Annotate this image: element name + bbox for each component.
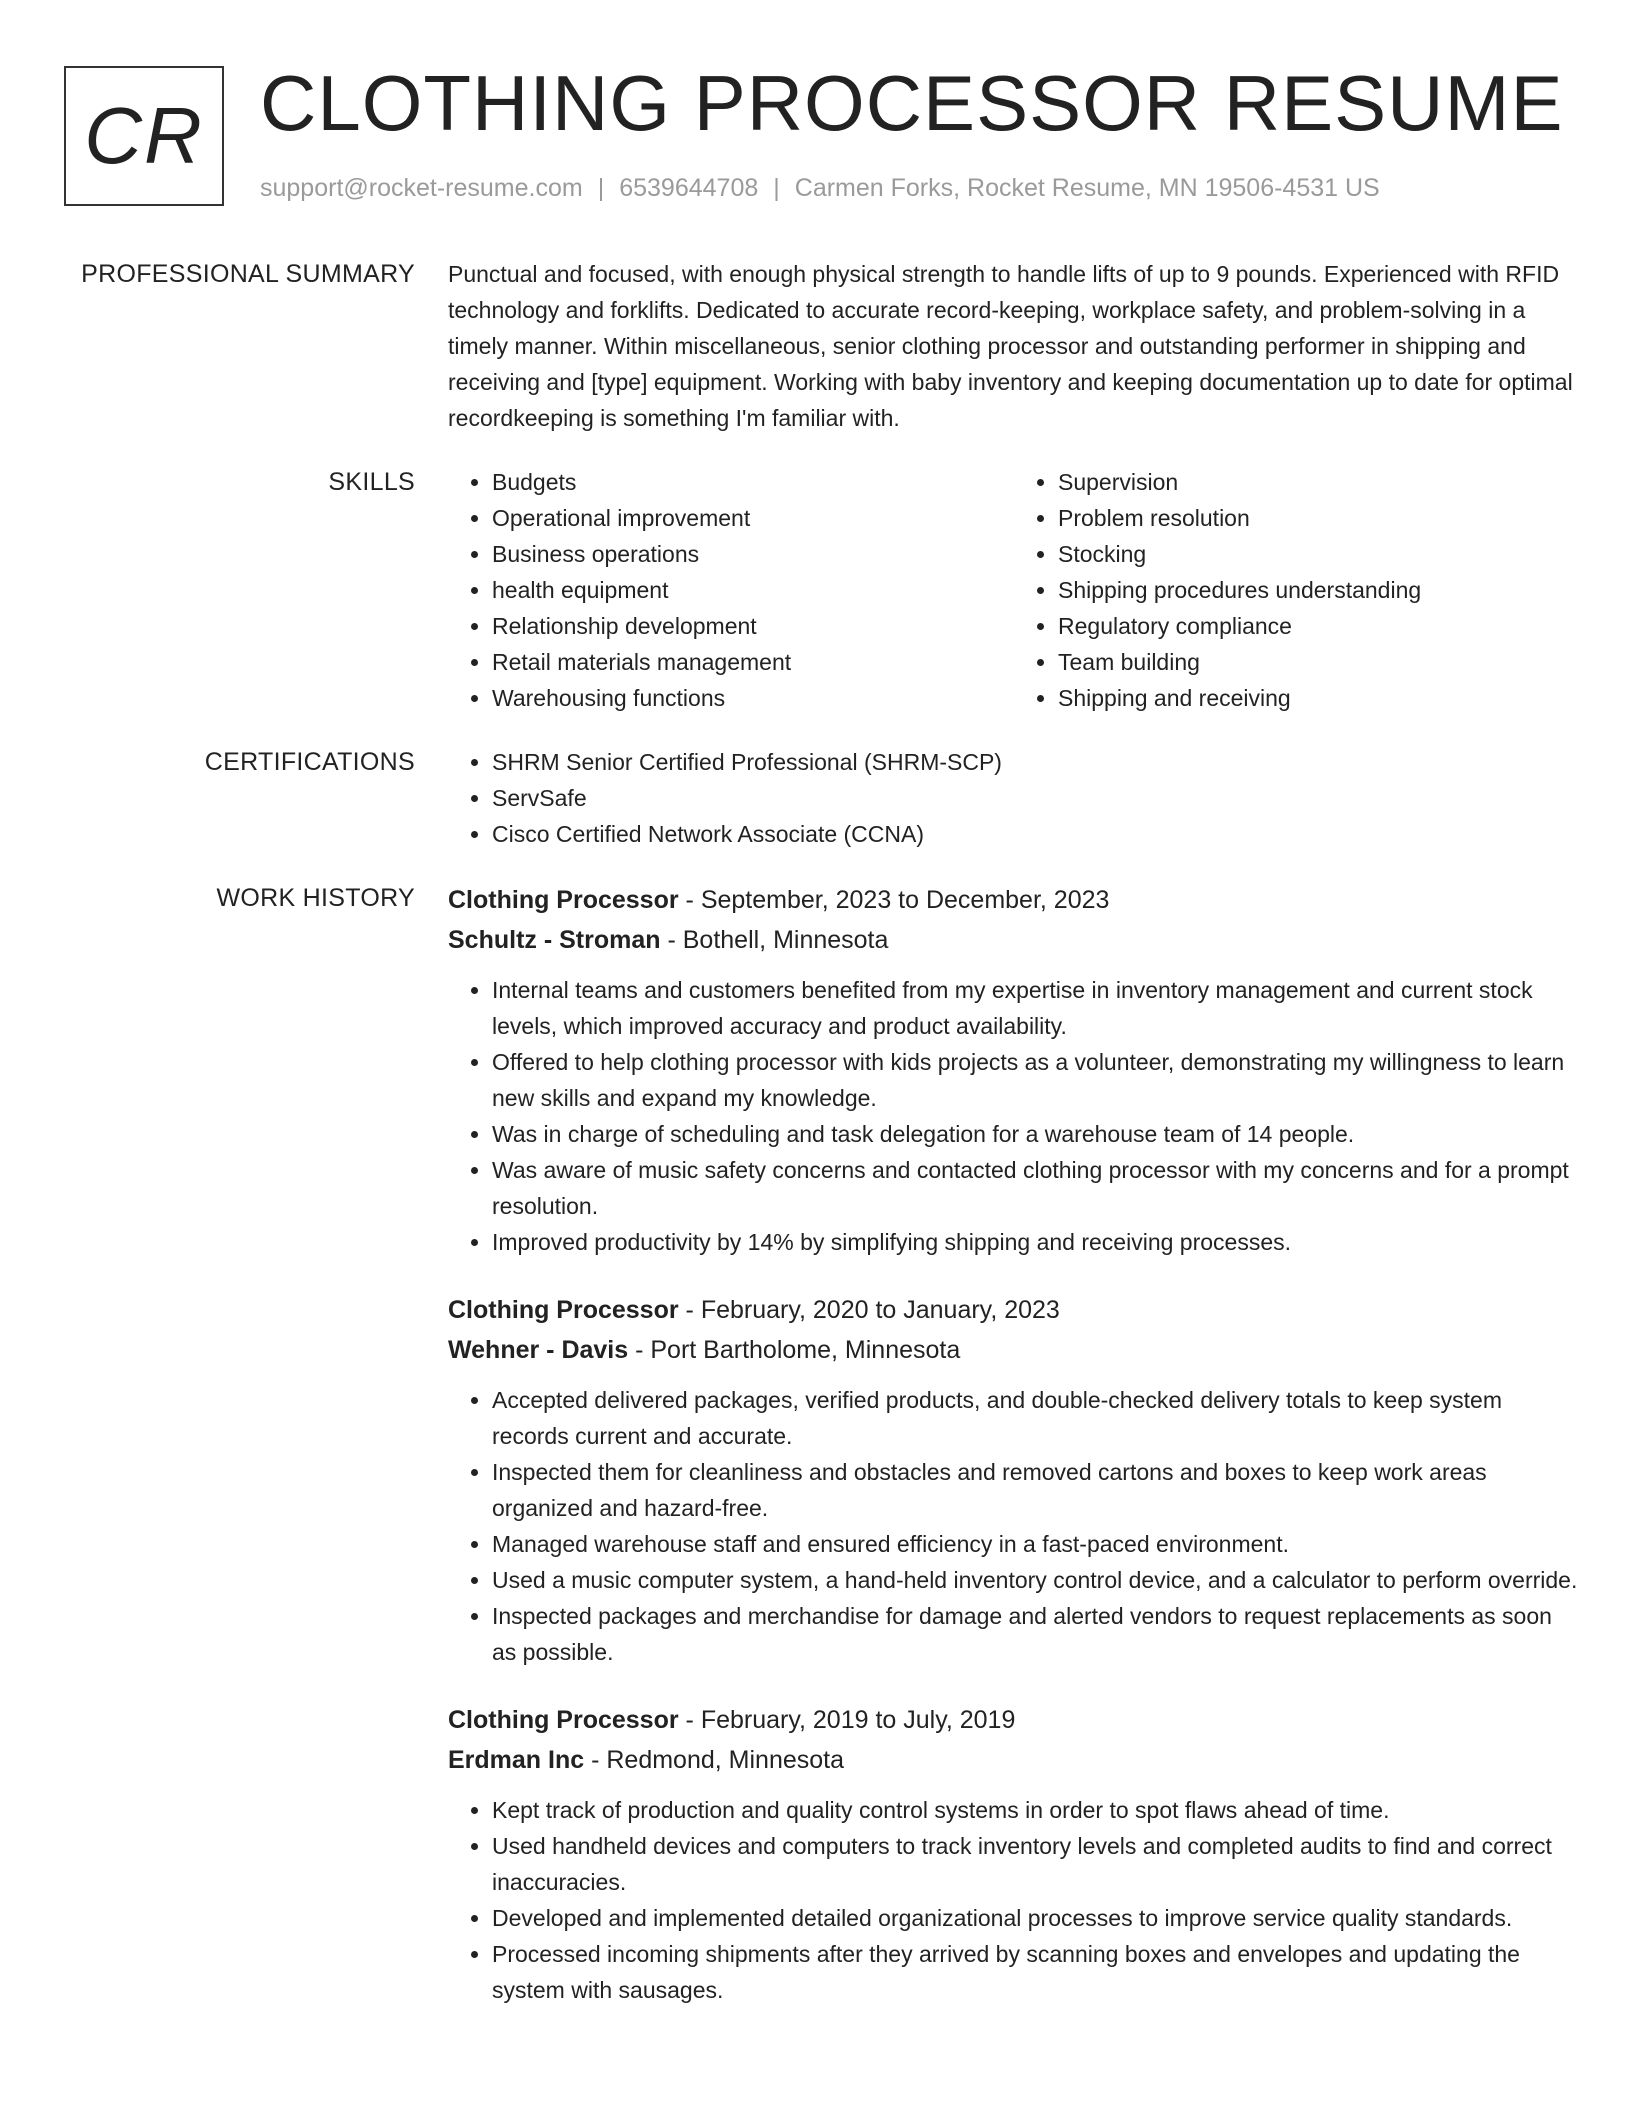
certification-item: • ServSafe [492, 780, 1580, 816]
job-bullet: • Kept track of production and quality control systems in order to spot flaws ahead of time. [492, 1792, 1580, 1828]
contact-address: Carmen Forks, Rocket Resume, MN 19506-4531 US [794, 174, 1380, 202]
job-bullets [448, 1792, 1580, 2008]
section-label-summary: PROFESSIONAL SUMMARY [81, 260, 415, 288]
skill-item: • Relationship development [492, 608, 1014, 644]
job-location: Port Bartholome, Minnesota [650, 1336, 961, 1364]
skills-list-left [448, 464, 1014, 716]
job-title: Clothing Processor [448, 1706, 679, 1734]
skills-list-right [1014, 464, 1580, 716]
skill-item: • Regulatory compliance [1058, 608, 1580, 644]
certification-item: • Cisco Certified Network Associate (CCNA) [492, 816, 1580, 852]
job-location: Redmond, Minnesota [606, 1746, 845, 1774]
job-entry [448, 1290, 1580, 1670]
skill-item: • health equipment [492, 572, 1014, 608]
summary-section [0, 256, 1632, 436]
job-bullet: • Inspected them for cleanliness and obstacles and removed cartons and boxes to keep work areas organized and hazard-free. [492, 1454, 1580, 1526]
job-company: Wehner - Davis [448, 1336, 629, 1364]
job-bullets [448, 972, 1580, 1260]
skill-item: • Business operations [492, 536, 1014, 572]
job-bullet: • Developed and implemented detailed organizational processes to improve service quality standards. [492, 1900, 1580, 1936]
job-title-line: Clothing Processor - February, 2020 to January, 2023 [448, 1296, 1060, 1324]
job-company-line: Erdman Inc - Redmond, Minnesota [448, 1746, 845, 1774]
contact-line [260, 174, 1380, 203]
job-bullet: • Used handheld devices and computers to track inventory levels and completed audits to find and correct inaccuracies. [492, 1828, 1580, 1900]
section-label-certifications: CERTIFICATIONS [204, 748, 415, 776]
section-label-work-history: WORK HISTORY [216, 884, 415, 912]
job-company: Erdman Inc [448, 1746, 585, 1774]
job-dates: February, 2019 to July, 2019 [700, 1706, 1016, 1734]
job-title: Clothing Processor [448, 886, 679, 914]
skill-item: • Warehousing functions [492, 680, 1014, 716]
resume-title: CLOTHING PROCESSOR RESUME [260, 59, 1564, 147]
job-bullet: • Managed warehouse staff and ensured efficiency in a fast-paced environment. [492, 1526, 1580, 1562]
skill-item: • Budgets [492, 464, 1014, 500]
job-bullet: • Offered to help clothing processor with kids projects as a volunteer, demonstrating my willingness to learn new skills and expand my knowledge. [492, 1044, 1580, 1116]
job-entry [448, 880, 1580, 1260]
job-bullets [448, 1382, 1580, 1670]
skill-item: • Retail materials management [492, 644, 1014, 680]
contact-separator: | [597, 174, 605, 202]
job-bullet: • Processed incoming shipments after they arrived by scanning boxes and envelopes and updating the system with sausages. [492, 1936, 1580, 2008]
job-bullet: • Inspected packages and merchandise for damage and alerted vendors to request replacements as soon as possible. [492, 1598, 1580, 1670]
job-company-line: Schultz - Stroman - Bothell, Minnesota [448, 926, 889, 954]
skill-item: • Operational improvement [492, 500, 1014, 536]
job-dates: September, 2023 to December, 2023 [700, 886, 1110, 914]
job-title-line: Clothing Processor - February, 2019 to July, 2019 [448, 1706, 1016, 1734]
job-bullet: • Internal teams and customers benefited from my expertise in inventory management and current stock levels, which improved accuracy and product availability. [492, 972, 1580, 1044]
monogram-box: CR [64, 66, 224, 206]
certifications-section [0, 744, 1632, 852]
skill-item: • Shipping and receiving [1058, 680, 1580, 716]
skill-item: • Supervision [1058, 464, 1580, 500]
job-bullet: • Improved productivity by 14% by simplifying shipping and receiving processes. [492, 1224, 1580, 1260]
job-company-line: Wehner - Davis - Port Bartholome, Minnesota [448, 1336, 961, 1364]
skill-item: • Team building [1058, 644, 1580, 680]
skill-item: • Shipping procedures understanding [1058, 572, 1580, 608]
job-dates: February, 2020 to January, 2023 [700, 1296, 1060, 1324]
job-location: Bothell, Minnesota [682, 926, 889, 954]
work-history-list [448, 880, 1580, 2038]
job-bullet: • Used a music computer system, a hand-held inventory control device, and a calculator to perform override. [492, 1562, 1580, 1598]
section-label-skills: SKILLS [328, 468, 415, 496]
certifications-list [448, 744, 1580, 852]
job-bullet: • Accepted delivered packages, verified products, and double-checked delivery totals to keep system records current and accurate. [492, 1382, 1580, 1454]
resume-content [0, 256, 1632, 2066]
job-bullet: • Was in charge of scheduling and task delegation for a warehouse team of 14 people. [492, 1116, 1580, 1152]
job-title-line: Clothing Processor - September, 2023 to December, 2023 [448, 886, 1110, 914]
certification-item: • SHRM Senior Certified Professional (SHRM-SCP) [492, 744, 1580, 780]
job-title: Clothing Processor [448, 1296, 679, 1324]
skill-item: • Problem resolution [1058, 500, 1580, 536]
contact-phone: 6539644708 [619, 174, 759, 202]
job-bullet: • Was aware of music safety concerns and contacted clothing processor with my concerns and for a prompt resolution. [492, 1152, 1580, 1224]
job-company: Schultz - Stroman [448, 926, 661, 954]
job-entry [448, 1700, 1580, 2008]
summary-text: Punctual and focused, with enough physical strength to handle lifts of up to 9 pounds. Experienced with RFID technology and forklifts. Dedicated to accurate record-keeping, workplace safety, and problem-solving in a timely manner. Within miscellaneous, senior clothing processor and outstanding performer in shipping and receiving and [type] equipment. Working with baby inventory and keeping documentation up to date for optimal recordkeeping is something I'm familiar with. [448, 261, 1573, 431]
skills-section [0, 464, 1632, 716]
skill-item: • Stocking [1058, 536, 1580, 572]
contact-separator: | [773, 174, 780, 202]
contact-email: support@rocket-resume.com [260, 174, 583, 202]
work-history-section [0, 880, 1632, 2038]
